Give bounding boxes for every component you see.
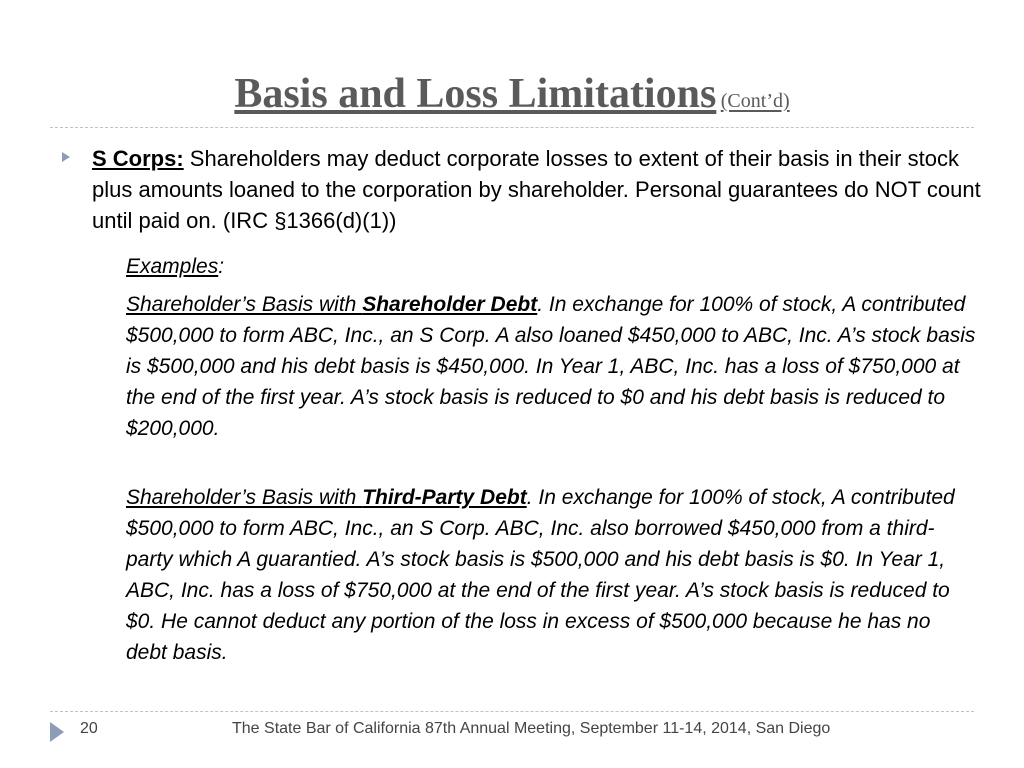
example2-label-bold: Third-Party Debt	[362, 486, 527, 509]
example1-body: . In exchange for 100% of stock, A contributed $500,000 to form ABC, Inc., an S Corp. A also loaned $450,000 to ABC, Inc. A’s stock basis is $500,000 and his debt basis is $450,000. In Year 1, ABC, Inc. has a loss of $750,000 at the end of the first year. A’s stock basis is reduced to $0 and his debt basis is reduced to $200,000.	[126, 293, 976, 440]
footer-arrow-icon	[50, 722, 64, 742]
bottom-divider	[50, 711, 974, 712]
top-divider	[50, 127, 974, 128]
bullet-lead: S Corps:	[92, 146, 184, 171]
examples-heading	[126, 251, 976, 282]
page-number: 20	[80, 720, 98, 737]
examples-heading-colon: :	[218, 255, 225, 278]
example2-label-prefix: Shareholder’s Basis with	[126, 486, 363, 509]
bullet-paragraph	[92, 143, 982, 236]
slide-title: Basis and Loss Limitations	[234, 71, 717, 117]
example-shareholder-debt	[126, 289, 976, 444]
slide-subtitle: (Cont’d)	[720, 90, 790, 112]
bullet-arrow-icon	[62, 152, 70, 162]
bullet-body: Shareholders may deduct corporate losses to extent of their basis in their stock plus amounts loaned to the corporation by shareholder. Personal guarantees do NOT count until paid on. (IRC §1366(d)(1))	[92, 146, 981, 233]
example1-label-bold: Shareholder Debt	[362, 293, 538, 316]
examples-heading-text: Examples	[126, 255, 219, 278]
example1-label-prefix: Shareholder’s Basis with	[126, 293, 363, 316]
example-third-party-debt	[126, 482, 976, 668]
footer-text: The State Bar of California 87th Annual Meeting, September 11-14, 2014, San Diego	[232, 720, 831, 737]
slide-title-area	[0, 70, 1024, 118]
example2-body: . In exchange for 100% of stock, A contributed $500,000 to form ABC, Inc., an S Corp. ABC, Inc. also borrowed $450,000 from a third-party which A guarantied. A’s stock basis is $500,000 and his debt basis is $0. In Year 1, ABC, Inc. has a loss of $750,000 at the end of the first year. A’s stock basis is reduced to $0. He cannot deduct any portion of the loss in excess of $500,000 because he has no debt basis.	[126, 486, 955, 664]
